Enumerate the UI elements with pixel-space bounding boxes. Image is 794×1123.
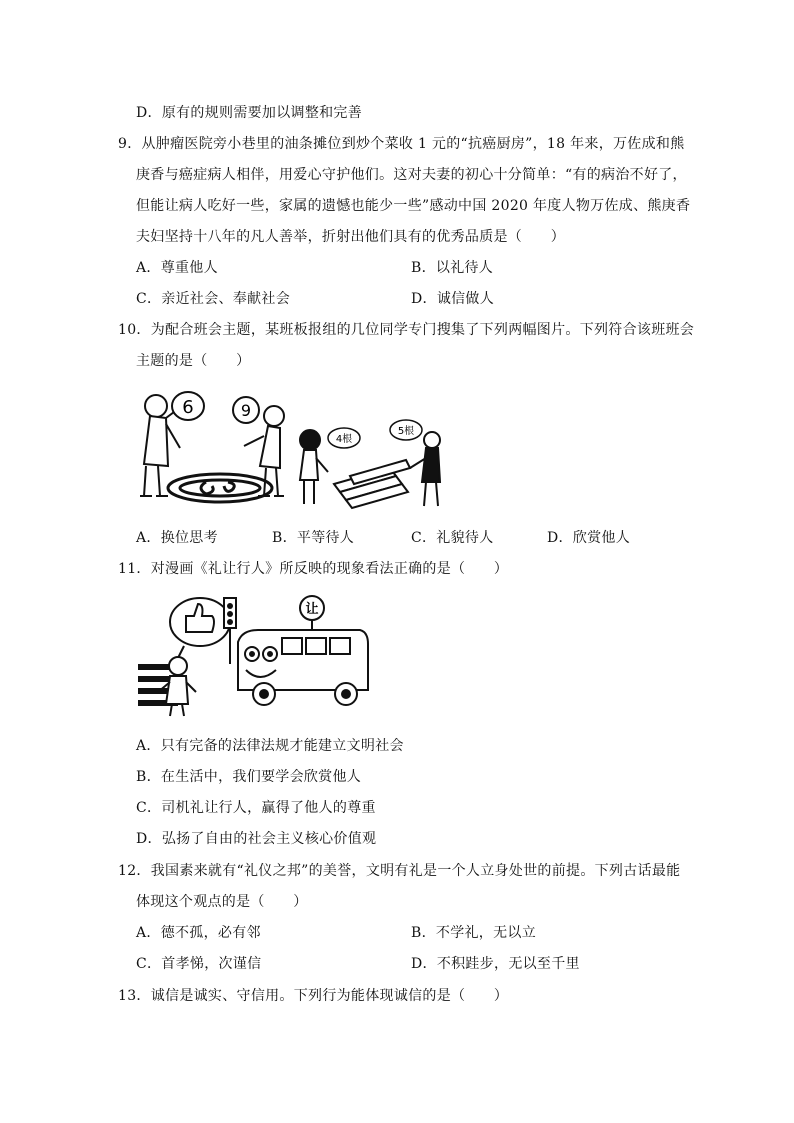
q11-cartoon-drawing	[134, 592, 374, 720]
q10-option-d: D．欣赏他人	[547, 530, 631, 546]
q10-bubble-6-text: 6	[182, 397, 194, 418]
q9-stem-line3: 但能让病人吃好一些，家属的遗憾也能少一些”感动中国 2020 年度人物万佐成、熊庚香	[136, 198, 691, 214]
q12-stem-line2: 体现这个观点的是（ ）	[136, 894, 308, 910]
q11-option-a: A．只有完备的法律法规才能建立文明社会	[136, 738, 404, 754]
q10-bubble-5-text: 5根	[397, 426, 415, 437]
q10-stem-line2: 主题的是（ ）	[136, 353, 251, 369]
q12-option-c: C．首孝悌，次谨信	[136, 956, 262, 972]
q9-option-b: B．以礼待人	[411, 260, 494, 276]
q13-stem-line1: 13．诚信是诚实、守信用。下列行为能体现诚信的是（ ）	[118, 988, 509, 1004]
q12-stem-line1: 12．我国素来就有“礼仪之邦”的美誉，文明有礼是一个人立身处世的前提。下列古话最能	[118, 863, 681, 879]
q9-option-c: C．亲近社会、奉献社会	[136, 291, 291, 307]
q10-child	[300, 430, 328, 504]
q8-option-d: D．原有的规则需要加以调整和完善	[136, 105, 363, 121]
q11-bus	[238, 630, 368, 705]
q11-option-d: D．弘扬了自由的社会主义核心价值观	[136, 831, 377, 847]
q11-cartoon	[134, 592, 374, 720]
q10-bubble-4-text: 4根	[335, 434, 353, 445]
q10-option-c: C．礼貌待人	[411, 530, 494, 546]
q9-option-d: D．诚信做人	[411, 291, 495, 307]
q10-bubble-4	[328, 428, 360, 448]
q9-stem-line1: 9．从肿瘤医院旁小巷里的油条摊位到炒个菜收 1 元的“抗癌厨房”，18 年来，万佐成和熊	[118, 136, 685, 152]
q10-floor-number	[168, 474, 272, 502]
q11-option-b: B．在生活中，我们要学会欣赏他人	[136, 769, 362, 785]
q11-sign-text: 让	[305, 602, 319, 617]
q10-logs	[334, 460, 410, 508]
q9-stem-line4: 夫妇坚持十八年的凡人善举，折射出他们具有的优秀品质是（ ）	[136, 229, 565, 245]
q10-cartoon	[128, 384, 448, 512]
q10-option-a: A．换位思考	[136, 530, 218, 546]
q10-cartoon-drawing	[128, 384, 448, 512]
q11-thumbs-up	[170, 598, 230, 658]
q10-stem-line1: 10．为配合班会主题，某班板报组的几位同学专门搜集了下列两幅图片。下列符合该班班会	[118, 322, 695, 338]
q11-stem-line1: 11．对漫画《礼让行人》所反映的现象看法正确的是（ ）	[118, 561, 509, 577]
q12-option-b: B．不学礼，无以立	[411, 925, 536, 941]
q12-option-a: A．德不孤，必有邻	[136, 925, 261, 941]
q10-bubble-6	[166, 392, 204, 420]
q12-option-d: D．不积跬步，无以至千里	[411, 956, 580, 972]
q9-option-a: A．尊重他人	[136, 260, 218, 276]
q10-bubble-9-text: 9	[240, 401, 252, 420]
q10-option-b: B．平等待人	[272, 530, 355, 546]
q11-sign	[300, 596, 324, 632]
q10-bubble-9	[233, 397, 259, 423]
q10-bubble-5	[390, 420, 422, 440]
q11-option-c: C．司机礼让行人，赢得了他人的尊重	[136, 800, 376, 816]
q10-man-counting	[410, 432, 440, 506]
q9-stem-line2: 庚香与癌症病人相伴，用爱心守护他们。这对夫妻的初心十分简单：“有的病治不好了，	[136, 167, 687, 183]
